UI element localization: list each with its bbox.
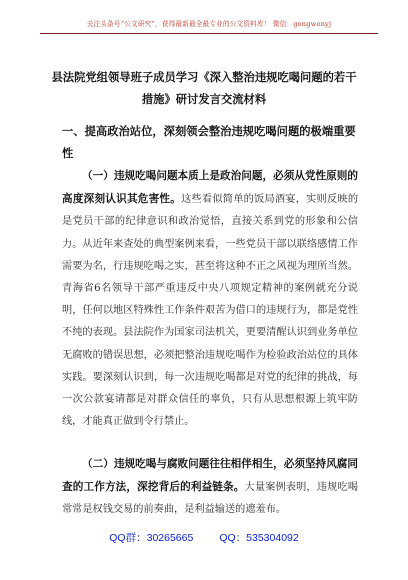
paragraph-2-lead: （二）违规吃喝与腐败问题往往相伴相生，必须坚持风腐同查的工作方法，深挖背后的利益链条。 [62, 458, 358, 494]
section-heading: 一、提高政治站位，深刻领会整治违规吃喝问题的极端重要性 [62, 124, 356, 160]
paragraph-2 [62, 453, 358, 522]
paragraph-1 [62, 165, 358, 433]
qq-group-link[interactable]: QQ群：30265665 [109, 532, 194, 544]
footer-contacts [0, 530, 408, 545]
paragraph-2-body: 大量案例表明，违规吃喝常常是权钱交易的前奏曲，是利益输送的遮羞布。 [62, 482, 359, 516]
qq-contact-link[interactable]: QQ：535304092 [219, 532, 299, 544]
paragraph-1-lead: （一）违规吃喝问题本质上是政治问题，必须从党性原则的高度深刻认识其危害性。 [62, 170, 358, 206]
document-title: 县法院党组领导班子成员学习《深入整治违规吃喝问题的若干措施》研讨发言交流材料 [51, 70, 357, 106]
paragraph-1-body: 这些看似简单的饭局酒宴，实则反映的是党员干部的纪律意识和政治觉悟，直接关系到党的形象和公信力。从近年来查处的典型案例来看，一些党员干部以联络感情工作需要为名，行违规吃喝之实，甚至将这种不正之风视为理所当然。青海省6名领导干部严重违反中央八项规定精神的案例就充分说明，任何以地区特殊性工作条件艰苦为借口的违规行为，都是党性不纯的表现。县法院作为国家司法机关，更要清醒认识到业务单位无腐败的错误思想，必须把整治违规吃喝作为检验政治站位的具体实践。要深刻认识到，每一次违规吃喝都是对党的纪律的挑战，每一次公款宴请都是对群众信任的辜负，只有从思想根源上筑牢防线，才能真正做到令行禁止。 [62, 194, 359, 428]
promo-banner: 关注头条号“公文研究”，获得最新最全最专业的公文资料库！ 微信：gongwenyj [40, 18, 378, 34]
